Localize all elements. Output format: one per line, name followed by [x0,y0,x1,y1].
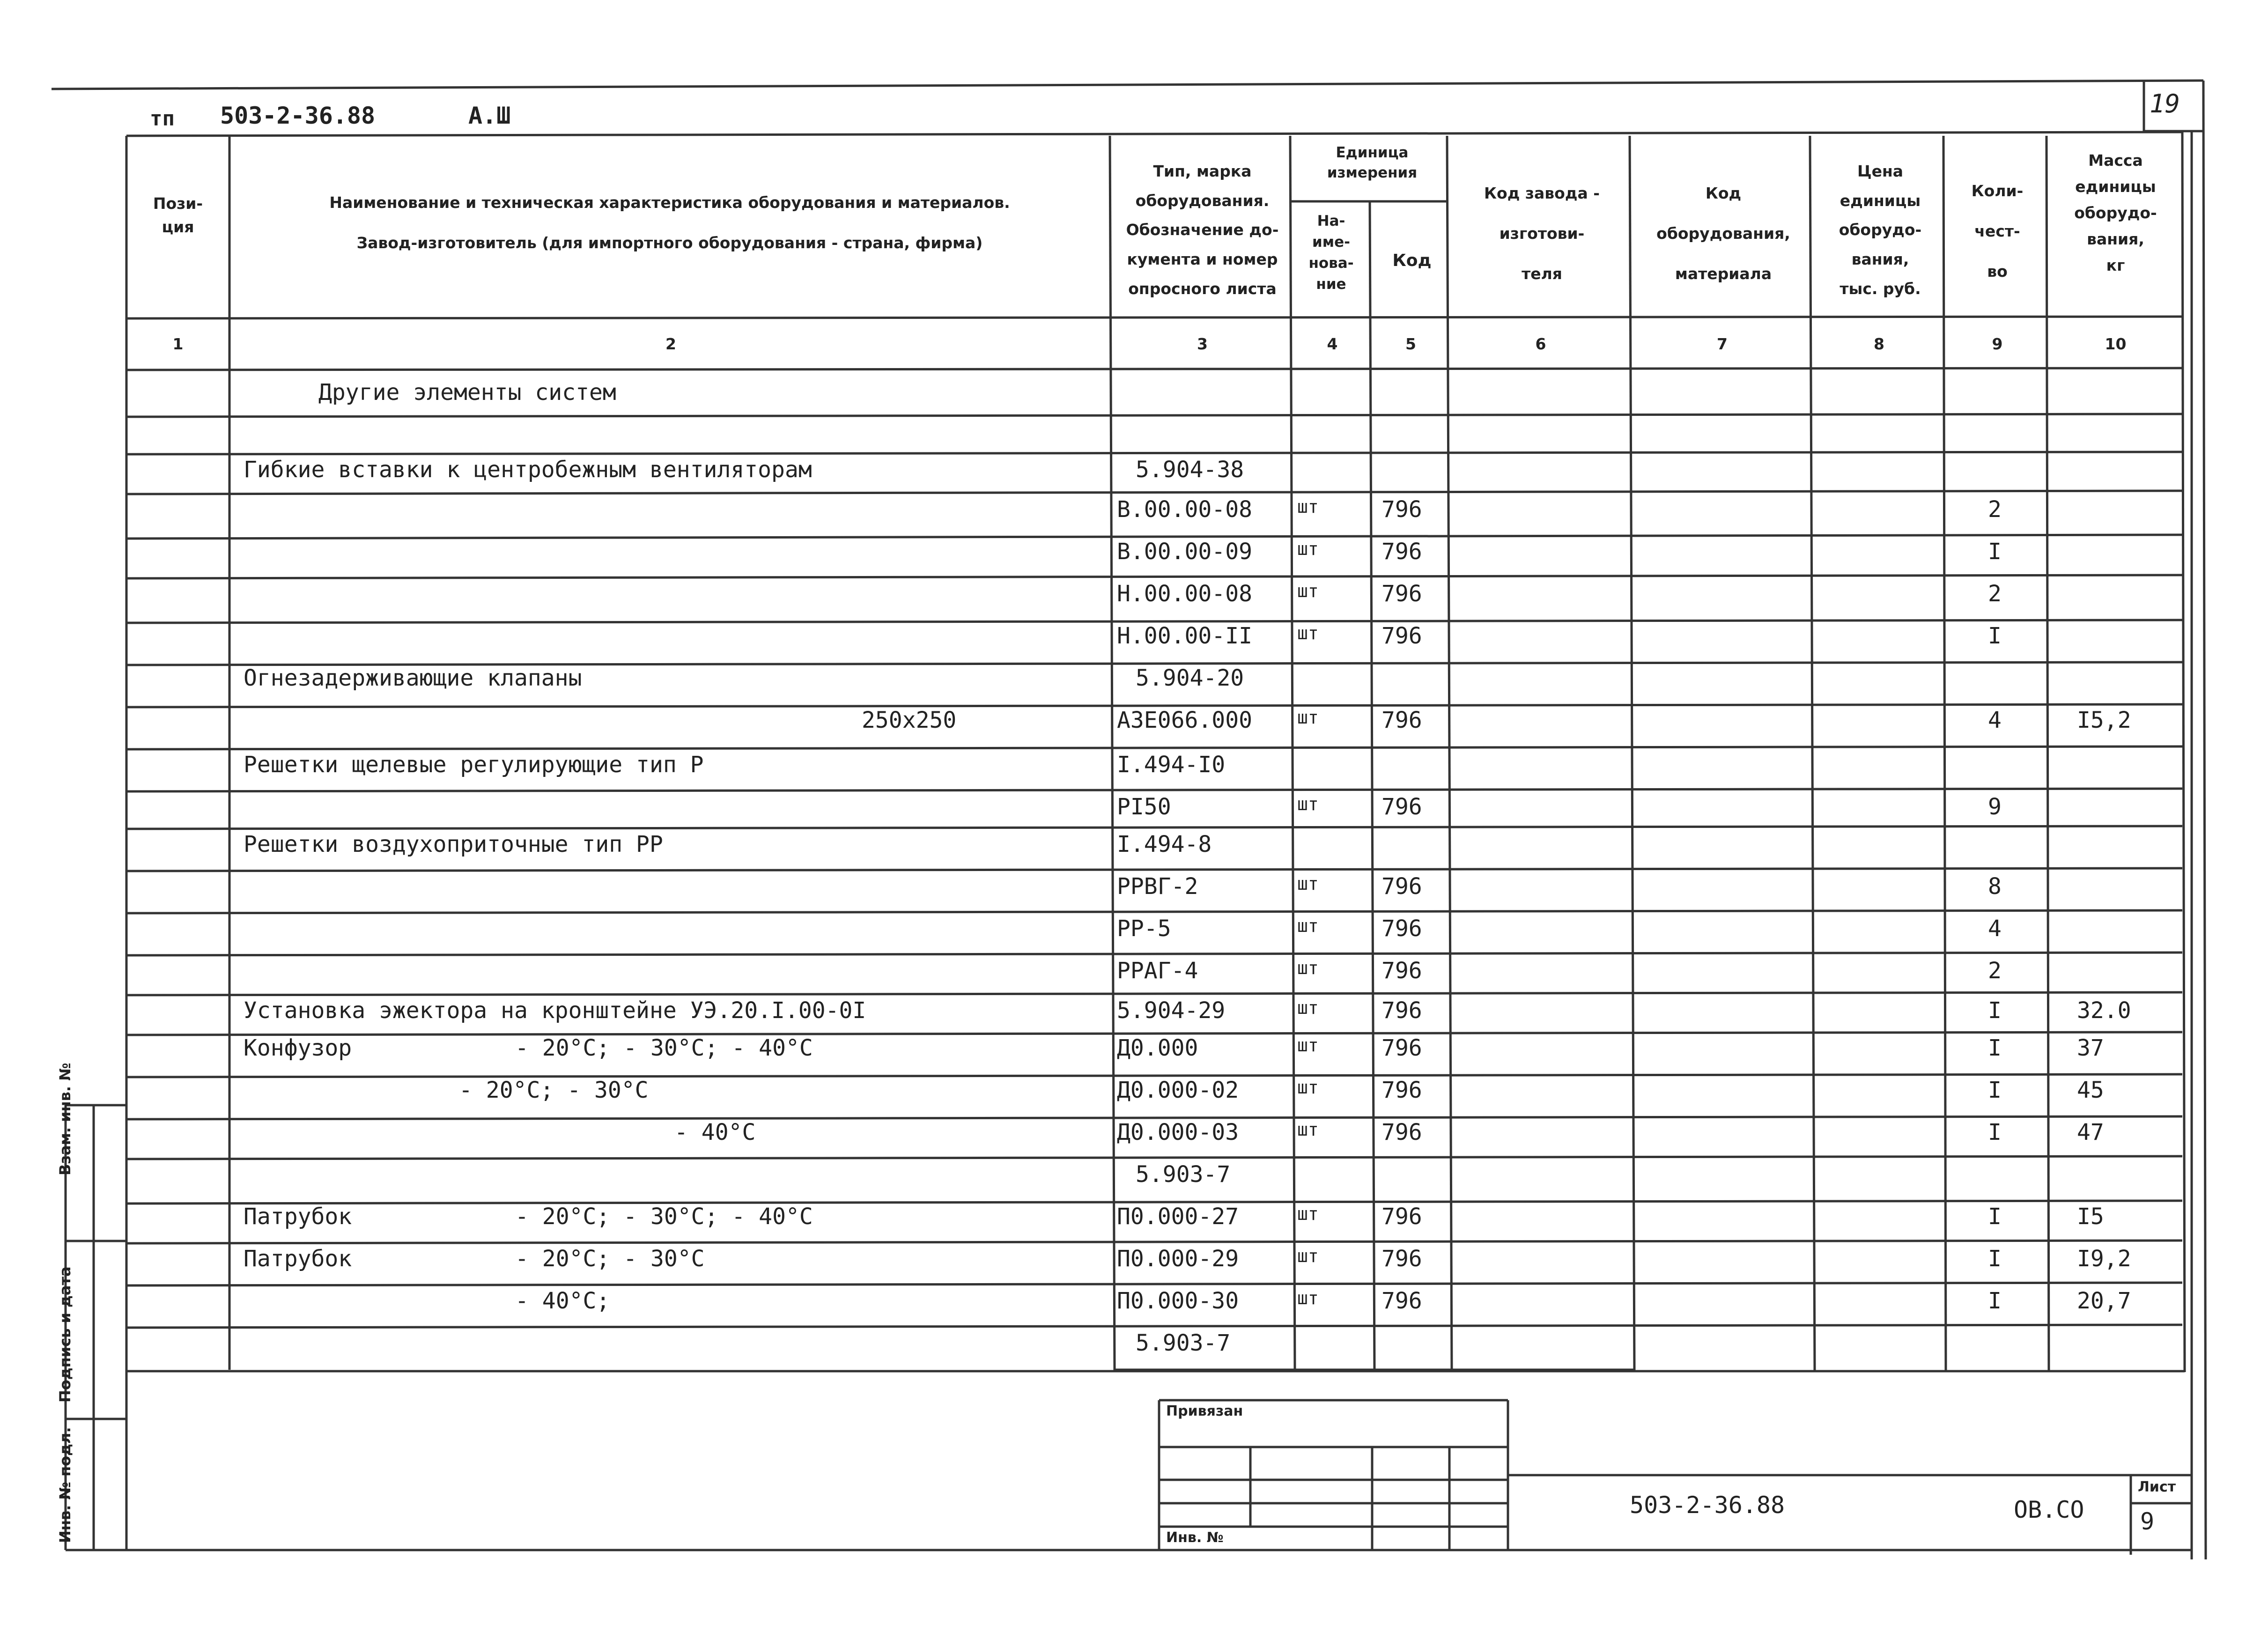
row-mass: 47 [2077,1119,2104,1145]
row-type: 5.903-7 [1136,1330,1231,1356]
row-code: 796 [1381,539,1422,565]
row-unit: шт [1297,1077,1319,1098]
row-type: Д0.000 [1117,1035,1198,1061]
row-unit: шт [1297,1288,1319,1308]
row-qty: I [1988,539,2002,565]
header-col6: Код завода - изготови- теля [1484,184,1600,283]
row-qty: I [1988,1035,2002,1061]
row-type: I.494-I0 [1117,752,1226,778]
doc-code: 503-2-36.88 [1630,1492,1785,1519]
row-type: РРАГ-4 [1117,958,1198,984]
row-type: 5.903-7 [1136,1161,1231,1188]
privyazan-label: Привязан [1166,1403,1243,1419]
row-qty: 9 [1988,794,2002,820]
row-code: 796 [1381,794,1422,820]
row-unit: шт [1297,707,1319,728]
row-code: 796 [1381,1288,1422,1314]
row-type: 5.904-29 [1117,997,1226,1024]
row-cond: - 20°С; - 30°С; - 40°С [515,1035,813,1061]
row-qty: I [1988,1204,2002,1230]
row-qty: I [1988,1288,2002,1314]
row-unit: шт [1297,1035,1319,1056]
row-cond: - 20°С; - 30°С; - 40°С [515,1204,813,1230]
row-unit: шт [1297,873,1319,894]
row-unit: шт [1297,1246,1319,1266]
col-number: 10 [2105,335,2127,353]
col-number: 5 [1405,335,1416,353]
header-album: А.Ш [468,102,511,129]
row-type: 5.904-20 [1136,665,1244,691]
row-name: 250х250 [862,707,957,733]
row-qty: 2 [1988,958,2002,984]
side-stamp-replace-inv: Взам. инв. № [56,1063,74,1175]
row-unit: шт [1297,539,1319,559]
row-type: I.494-8 [1117,831,1212,857]
header-col3: Тип, марка оборудования. Обозначение до- кумента и номер опросного листа [1126,162,1279,298]
row-mass: 45 [2077,1077,2104,1103]
header-prefix: тп [150,107,175,131]
col-number: 7 [1717,335,1728,353]
row-cond: - 40°С; [515,1288,610,1314]
col-number: 8 [1874,335,1884,353]
row-name: Решетки щелевые регулирующие тип Р [244,752,704,778]
row-type: Д0.000-02 [1117,1077,1239,1103]
sheet-number: 9 [2140,1508,2155,1535]
row-cond: - 40°С [674,1119,756,1145]
header-col1: Пози- ция [153,194,203,236]
section-code: ОВ.СО [2014,1496,2084,1523]
header-unit: Единица измерения [1327,144,1418,182]
row-qty: 4 [1988,916,2002,942]
row-type: П0.000-29 [1117,1246,1239,1272]
page-number: 19 [2150,89,2180,118]
row-unit: шт [1297,1204,1319,1224]
row-name: Гибкие вставки к центробежным вентиляторам [244,457,812,483]
row-unit: шт [1297,997,1319,1018]
row-type: РР-5 [1117,916,1171,942]
row-code: 796 [1381,873,1422,900]
row-qty: I [1988,1077,2002,1103]
row-type: П0.000-27 [1117,1204,1239,1230]
col-number: 9 [1992,335,2003,353]
col-number: 3 [1197,335,1208,353]
row-code: 796 [1381,496,1422,523]
row-qty: I [1988,623,2002,649]
row-name: Решетки воздухоприточные тип РР [244,831,663,857]
row-type: 5.904-38 [1136,457,1244,483]
row-mass: 32.0 [2077,997,2131,1024]
row-code: 796 [1381,707,1422,733]
row-code: 796 [1381,581,1422,607]
row-qty: 2 [1988,581,2002,607]
row-cond: - 20°С; - 30°С [459,1077,649,1103]
col-number: 6 [1535,335,1546,353]
row-code: 796 [1381,916,1422,942]
col-number: 1 [172,335,184,353]
row-type: Д0.000-03 [1117,1119,1239,1145]
header-col2: Наименование и техническая характеристика оборудования и материалов. Завод-изготовитель (для импортного оборудования - страна, фирма) [329,193,1010,252]
row-type: П0.000-30 [1117,1288,1239,1314]
sheet-label: Лист [2138,1479,2176,1495]
header-col8: Цена единицы оборудо- вания, тыс. руб. [1839,162,1922,298]
row-code: 796 [1381,623,1422,649]
row-unit: шт [1297,581,1319,601]
side-stamp-signature-date: Подпись и дата [56,1266,74,1403]
row-name: Патрубок [244,1204,352,1230]
header-code: 503-2-36.88 [220,102,376,129]
row-unit: шт [1297,496,1319,517]
row-cond: - 20°С; - 30°С [515,1246,705,1272]
row-qty: I [1988,1119,2002,1145]
header-col4: На- име- нова- ние [1308,213,1354,293]
side-stamp-inv-original: Инв. № подл. [56,1427,74,1543]
row-unit: шт [1297,958,1319,978]
row-qty: I [1988,1246,2002,1272]
header-col5: Код [1392,251,1432,270]
row-type: PI50 [1117,794,1171,820]
row-qty: I [1988,997,2002,1024]
row-qty: 2 [1988,496,2002,523]
row-type: Н.00.00-08 [1117,581,1252,607]
row-mass: I5 [2077,1204,2104,1230]
header-col7: Код оборудования, материала [1656,184,1790,283]
row-mass: I9,2 [2077,1246,2131,1272]
row-name: Конфузор [244,1035,352,1061]
row-mass: I5,2 [2077,707,2131,733]
row-type: АЗЕ066.000 [1117,707,1252,733]
row-type: В.00.00-08 [1117,496,1252,523]
row-unit: шт [1297,1119,1319,1140]
row-code: 796 [1381,1204,1422,1230]
row-code: 796 [1381,1246,1422,1272]
row-name: Патрубок [244,1246,352,1272]
row-type: РРВГ-2 [1117,873,1198,900]
row-qty: 4 [1988,707,2002,733]
row-type: В.00.00-09 [1117,539,1252,565]
row-code: 796 [1381,997,1422,1024]
header-col10: Масса единицы оборудо- вания, кг [2074,151,2157,275]
row-unit: шт [1297,916,1319,936]
col-number: 2 [665,335,676,353]
row-mass: 37 [2077,1035,2104,1061]
row-code: 796 [1381,1035,1422,1061]
row-name: Установка эжектора на кронштейне УЭ.20.I.00-0I [244,997,866,1024]
row-code: 796 [1381,1077,1422,1103]
row-code: 796 [1381,1119,1422,1145]
row-qty: 8 [1988,873,2002,900]
header-col9: Коли- чест- во [1971,182,2024,281]
row-type: Н.00.00-II [1117,623,1252,649]
row-unit: шт [1297,794,1319,814]
col-number: 4 [1327,335,1338,353]
row-name: Огнезадерживающие клапаны [244,665,582,691]
inv-no-label: Инв. № [1166,1529,1224,1546]
row-code: 796 [1381,958,1422,984]
row-name: Другие элементы систем [318,379,616,406]
row-mass: 20,7 [2077,1288,2131,1314]
row-unit: шт [1297,623,1319,643]
